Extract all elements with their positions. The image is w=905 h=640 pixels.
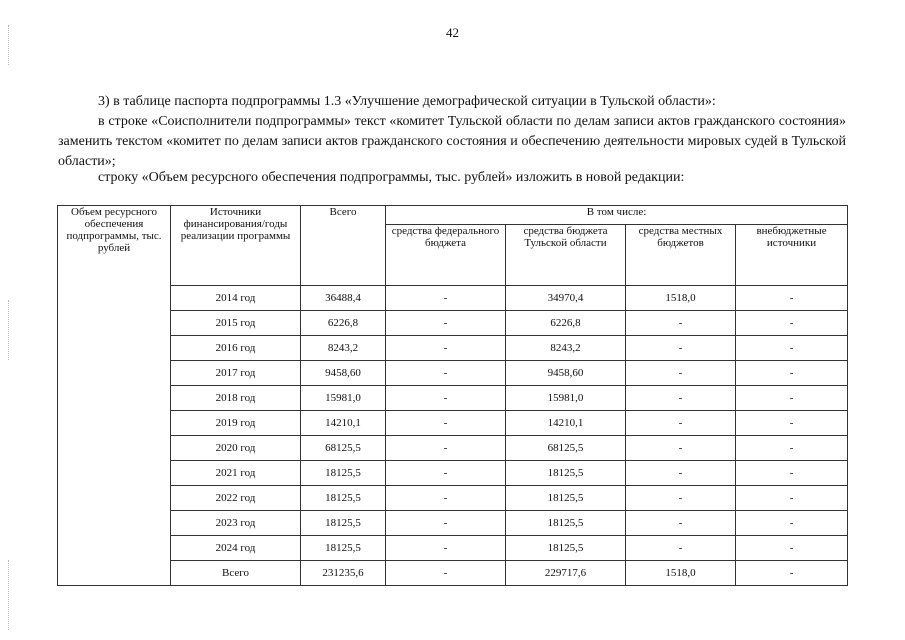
table-row	[58, 486, 848, 511]
col-header-total: Всего	[301, 206, 386, 286]
cell-regional: 18125,5	[506, 486, 626, 511]
cell-total: 18125,5	[301, 486, 386, 511]
cell-federal: -	[386, 361, 506, 386]
left-margin-mark-bottom	[8, 560, 10, 630]
cell-federal: -	[386, 336, 506, 361]
table-row	[58, 561, 848, 586]
cell-total: 36488,4	[301, 286, 386, 311]
cell-regional: 34970,4	[506, 286, 626, 311]
cell-extra: -	[736, 561, 848, 586]
table-row	[58, 536, 848, 561]
col-header-extra: внебюджетные источники	[736, 225, 848, 286]
cell-total: 15981,0	[301, 386, 386, 411]
cell-year: 2024 год	[171, 536, 301, 561]
cell-extra: -	[736, 536, 848, 561]
cell-federal: -	[386, 536, 506, 561]
table-row	[58, 336, 848, 361]
page-number: 42	[446, 25, 459, 40]
cell-regional: 14210,1	[506, 411, 626, 436]
col-header-local: средства местных бюджетов	[626, 225, 736, 286]
row-header-cell: Объем ресурсного обеспечения подпрограммы, тыс. рублей	[58, 206, 171, 586]
cell-local: -	[626, 461, 736, 486]
cell-extra: -	[736, 436, 848, 461]
cell-federal: -	[386, 436, 506, 461]
cell-total: 18125,5	[301, 461, 386, 486]
table-row	[58, 436, 848, 461]
paragraph-resource-volume: строку «Объем ресурсного обеспечения подпрограммы, тыс. рублей» изложить в новой редакции:	[98, 170, 685, 185]
table-row	[58, 386, 848, 411]
cell-regional: 229717,6	[506, 561, 626, 586]
cell-year: 2016 год	[171, 336, 301, 361]
cell-local: -	[626, 311, 736, 336]
cell-year: 2023 год	[171, 511, 301, 536]
cell-regional: 8243,2	[506, 336, 626, 361]
table-row	[58, 511, 848, 536]
cell-local: -	[626, 386, 736, 411]
cell-federal: -	[386, 461, 506, 486]
cell-local: -	[626, 486, 736, 511]
cell-local: -	[626, 511, 736, 536]
cell-total: 18125,5	[301, 511, 386, 536]
cell-extra: -	[736, 286, 848, 311]
left-margin-mark-mid	[8, 300, 10, 360]
cell-year: 2021 год	[171, 461, 301, 486]
cell-total: 6226,8	[301, 311, 386, 336]
cell-total: 8243,2	[301, 336, 386, 361]
cell-regional: 15981,0	[506, 386, 626, 411]
cell-federal: -	[386, 511, 506, 536]
cell-local: 1518,0	[626, 561, 736, 586]
cell-total: 231235,6	[301, 561, 386, 586]
table-row	[58, 461, 848, 486]
cell-regional: 6226,8	[506, 311, 626, 336]
paragraph-item-3: 3) в таблице паспорта подпрограммы 1.3 «Улучшение демографической ситуации в Тульской области»:	[98, 94, 716, 109]
col-header-sources: Источники финансирования/годы реализации программы	[171, 206, 301, 286]
cell-federal: -	[386, 486, 506, 511]
cell-year: 2018 год	[171, 386, 301, 411]
cell-local: -	[626, 536, 736, 561]
table-row	[58, 361, 848, 386]
cell-regional: 18125,5	[506, 461, 626, 486]
cell-year: 2019 год	[171, 411, 301, 436]
cell-total: 68125,5	[301, 436, 386, 461]
col-header-regional: средства бюджета Тульской области	[506, 225, 626, 286]
header-row-1	[58, 206, 848, 225]
cell-extra: -	[736, 336, 848, 361]
cell-total: 14210,1	[301, 411, 386, 436]
cell-federal: -	[386, 386, 506, 411]
cell-regional: 18125,5	[506, 511, 626, 536]
cell-year: 2014 год	[171, 286, 301, 311]
cell-year: Всего	[171, 561, 301, 586]
cell-local: -	[626, 411, 736, 436]
cell-year: 2015 год	[171, 311, 301, 336]
cell-regional: 18125,5	[506, 536, 626, 561]
cell-year: 2022 год	[171, 486, 301, 511]
cell-federal: -	[386, 411, 506, 436]
resource-table	[57, 205, 848, 586]
cell-regional: 68125,5	[506, 436, 626, 461]
table-row	[58, 311, 848, 336]
cell-total: 9458,60	[301, 361, 386, 386]
col-header-federal: средства федерального бюджета	[386, 225, 506, 286]
cell-local: -	[626, 361, 736, 386]
cell-extra: -	[736, 311, 848, 336]
cell-extra: -	[736, 461, 848, 486]
cell-local: 1518,0	[626, 286, 736, 311]
table-row	[58, 411, 848, 436]
cell-local: -	[626, 336, 736, 361]
cell-federal: -	[386, 311, 506, 336]
cell-extra: -	[736, 486, 848, 511]
cell-extra: -	[736, 361, 848, 386]
cell-local: -	[626, 436, 736, 461]
cell-federal: -	[386, 286, 506, 311]
paragraph-coexecutors: в строке «Соисполнители подпрограммы» текст «комитет Тульской области по делам записи актов гражданского состояния» заменить текстом «комитет по делам записи актов гражданского состояния и обеспечению деятельности мировых судей в Тульской области»;	[58, 114, 846, 169]
cell-regional: 9458,60	[506, 361, 626, 386]
cell-extra: -	[736, 411, 848, 436]
cell-year: 2020 год	[171, 436, 301, 461]
cell-extra: -	[736, 386, 848, 411]
cell-federal: -	[386, 561, 506, 586]
table-row	[58, 286, 848, 311]
cell-total: 18125,5	[301, 536, 386, 561]
cell-extra: -	[736, 511, 848, 536]
cell-year: 2017 год	[171, 361, 301, 386]
col-header-including: В том числе:	[386, 206, 848, 225]
